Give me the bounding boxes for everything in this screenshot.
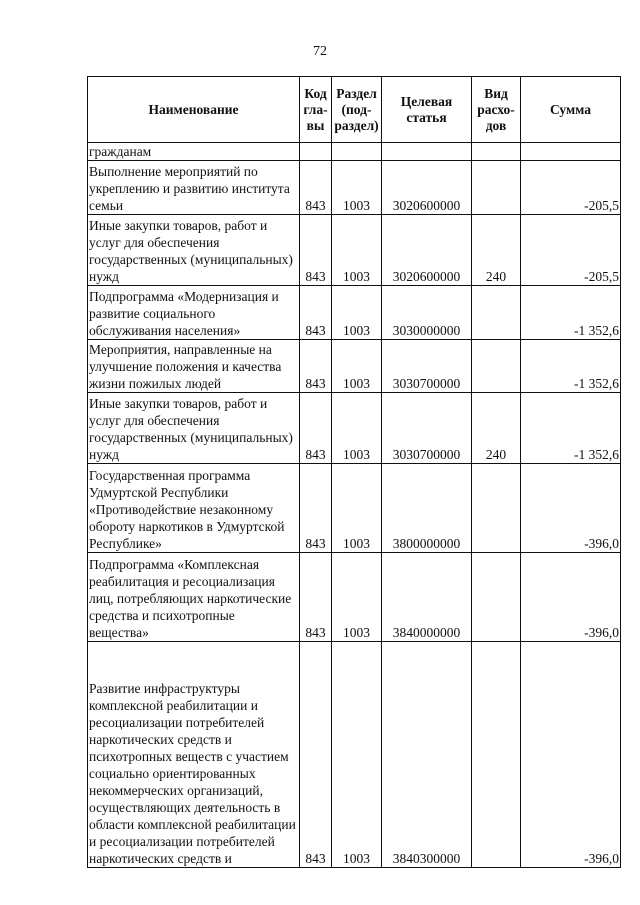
cell-sum: -396,0 (521, 464, 621, 553)
cell-name: Выполнение мероприятий по укреплению и развитию института семьи (88, 161, 300, 215)
cell-code: 843 (300, 464, 332, 553)
cell-sum: -205,5 (521, 215, 621, 286)
cell-article: 3020600000 (382, 215, 472, 286)
cell-name: Мероприятия, направленные на улучшение положения и качества жизни пожилых людей (88, 340, 300, 393)
cell-type (472, 340, 521, 393)
cell-sum: -1 352,6 (521, 340, 621, 393)
cell-type: 240 (472, 393, 521, 464)
cell-name: Подпрограмма «Комплексная реабилитация и ресоциализация лиц, потребляющих наркотические средства и психотропные вещества» (88, 553, 300, 642)
cell-name: Иные закупки товаров, работ и услуг для обеспечения государственных (муниципальных) нужд (88, 215, 300, 286)
table-header-row (88, 77, 621, 143)
cell-code: 843 (300, 642, 332, 868)
cell-sum (521, 143, 621, 161)
cell-section: 1003 (332, 340, 382, 393)
cell-code: 843 (300, 340, 332, 393)
cell-section: 1003 (332, 642, 382, 868)
cell-name: Иные закупки товаров, работ и услуг для обеспечения государственных (муниципальных) нужд (88, 393, 300, 464)
cell-type (472, 286, 521, 340)
cell-type (472, 143, 521, 161)
table-row (88, 553, 621, 642)
page-number: 72 (313, 44, 327, 59)
table-row (88, 393, 621, 464)
cell-code (300, 143, 332, 161)
cell-sum: -1 352,6 (521, 393, 621, 464)
cell-sum: -205,5 (521, 161, 621, 215)
cell-article: 3030700000 (382, 340, 472, 393)
cell-code: 843 (300, 161, 332, 215)
header-type: Вид расхо-дов (472, 77, 521, 143)
table-row (88, 286, 621, 340)
cell-sum: -396,0 (521, 553, 621, 642)
cell-code: 843 (300, 393, 332, 464)
cell-type (472, 161, 521, 215)
table-row (88, 161, 621, 215)
cell-code: 843 (300, 553, 332, 642)
cell-section: 1003 (332, 553, 382, 642)
table-row (88, 215, 621, 286)
cell-article: 3840300000 (382, 642, 472, 868)
cell-article: 3840000000 (382, 553, 472, 642)
budget-table (87, 76, 621, 868)
cell-article (382, 143, 472, 161)
cell-section: 1003 (332, 393, 382, 464)
table-row (88, 464, 621, 553)
cell-sum: -1 352,6 (521, 286, 621, 340)
cell-type (472, 464, 521, 553)
header-code: Код гла-вы (300, 77, 332, 143)
table-row (88, 340, 621, 393)
header-name: Наименование (88, 77, 300, 143)
cell-name: Развитие инфраструктуры комплексной реабилитации и ресоциализации потребителей наркотических средств и психотропных веществ с участием социально ориентированных некоммерческих организаций, осуществляющих деятельность в области комплексной реабилитации и ресоциализации потребителей наркотических средств и (88, 642, 300, 868)
cell-section: 1003 (332, 286, 382, 340)
cell-article: 3030700000 (382, 393, 472, 464)
table-row (88, 642, 621, 868)
cell-sum: -396,0 (521, 642, 621, 868)
cell-article: 3020600000 (382, 161, 472, 215)
header-sum: Сумма (521, 77, 621, 143)
cell-name: гражданам (88, 143, 300, 161)
cell-type (472, 553, 521, 642)
cell-section (332, 143, 382, 161)
cell-type: 240 (472, 215, 521, 286)
cell-section: 1003 (332, 161, 382, 215)
cell-type (472, 642, 521, 868)
cell-code: 843 (300, 215, 332, 286)
cell-code: 843 (300, 286, 332, 340)
cell-section: 1003 (332, 215, 382, 286)
cell-name: Государственная программа Удмуртской Республики «Противодействие незаконному обороту наркотиков в Удмуртской Республике» (88, 464, 300, 553)
header-section: Раздел (под-раздел) (332, 77, 382, 143)
cell-name: Подпрограмма «Модернизация и развитие социального обслуживания населения» (88, 286, 300, 340)
table-row (88, 143, 621, 161)
cell-article: 3800000000 (382, 464, 472, 553)
cell-section: 1003 (332, 464, 382, 553)
header-article: Целевая статья (382, 77, 472, 143)
cell-article: 3030000000 (382, 286, 472, 340)
